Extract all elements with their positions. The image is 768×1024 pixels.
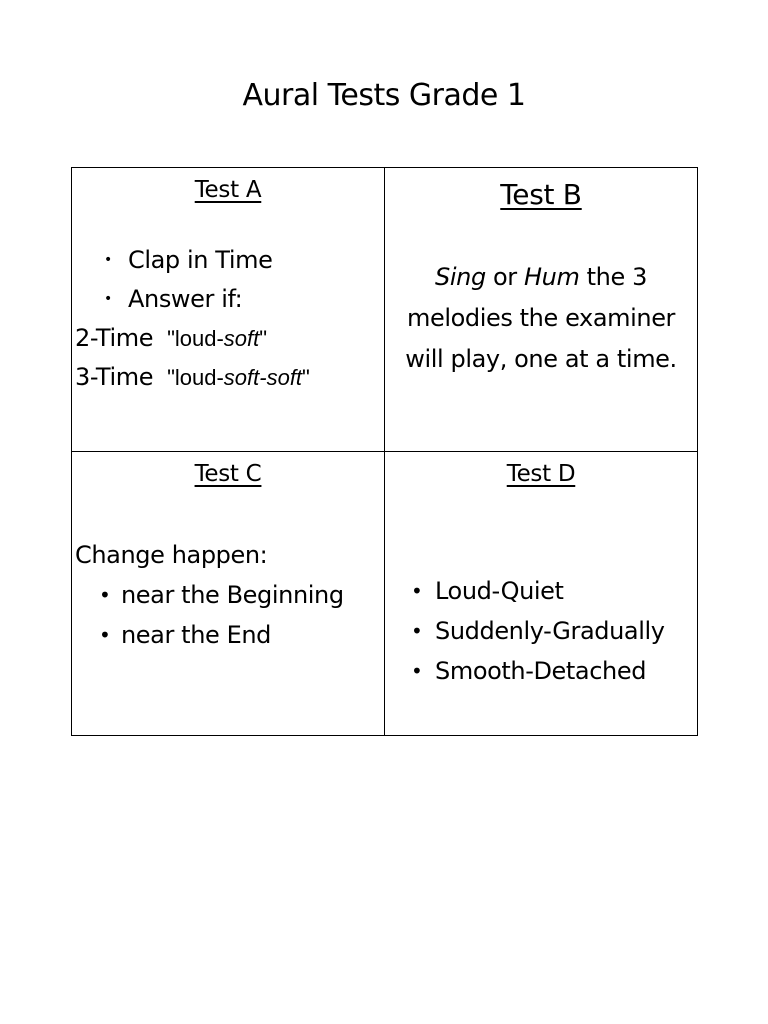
list-item: • near the End [121, 615, 384, 655]
test-c-intro: Change happen: [75, 541, 268, 569]
time-row-3: 3-Time "loud-soft-soft" [75, 363, 310, 391]
bullet-icon: • [104, 252, 112, 268]
test-b-instructions: Sing or Hum the 3 melodies the examiner will play, one at a time. [405, 263, 677, 373]
test-d-list [385, 571, 697, 691]
test-b-heading: Test B [500, 178, 582, 211]
bullet-icon: • [99, 623, 111, 647]
test-c-cell [72, 452, 385, 736]
test-a-heading: Test A [194, 177, 262, 203]
list-item: • Clap in Time [128, 241, 384, 280]
aural-tests-table [71, 167, 698, 736]
bullet-icon: • [411, 579, 423, 603]
bullet-icon: • [411, 659, 423, 683]
time-row-2: 2-Time "loud-soft" [75, 324, 268, 352]
test-c-list [72, 575, 384, 655]
bullet-icon: • [99, 583, 111, 607]
list-item: • Answer if: [128, 280, 384, 319]
test-b-cell [385, 168, 698, 452]
bullet-icon: • [104, 291, 112, 307]
bullet-icon: • [411, 619, 423, 643]
test-d-heading: Test D [506, 461, 576, 487]
list-item: • Suddenly-Gradually [435, 611, 697, 651]
test-d-cell [385, 452, 698, 736]
test-c-heading: Test C [194, 461, 262, 487]
list-item: • Loud-Quiet [435, 571, 697, 611]
test-a-cell [72, 168, 385, 452]
list-item: • Smooth-Detached [435, 651, 697, 691]
list-item: • near the Beginning [121, 575, 384, 615]
page-title: Aural Tests Grade 1 [242, 78, 526, 113]
test-a-bullets [72, 241, 384, 319]
